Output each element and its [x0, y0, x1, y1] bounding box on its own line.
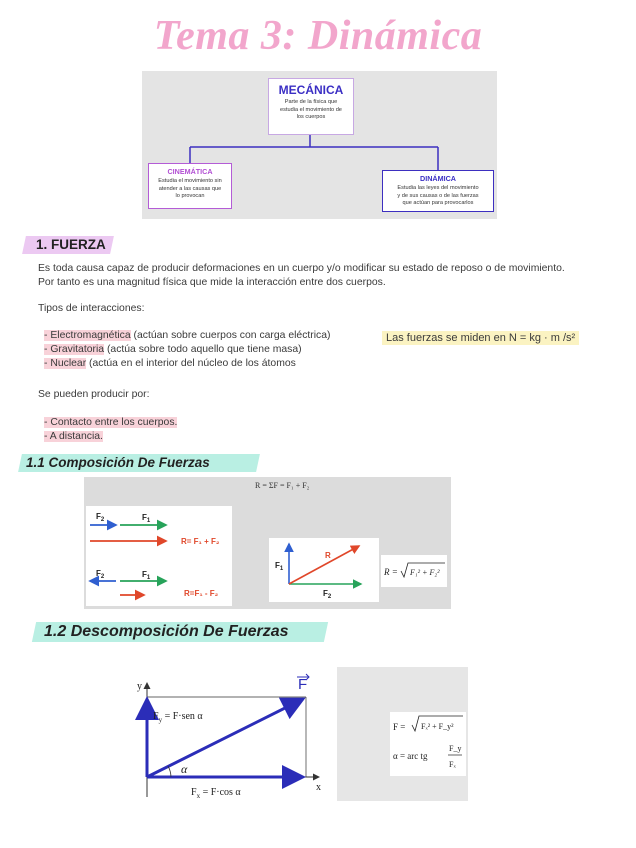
resultant-sum-formula: R = ΣF = F₁ + F₂ [255, 481, 310, 490]
modulus-lhs: F = [393, 722, 406, 732]
force-label: F [298, 676, 308, 693]
type-item [44, 357, 296, 371]
node-mecanica-desc [269, 99, 353, 122]
f1-label: $F_1$ [142, 513, 151, 524]
desc-line: lo provocan [175, 193, 205, 199]
collinear-forces-panel [86, 506, 232, 606]
diff-label: R=F₁ - F₂ [184, 589, 219, 598]
mode-item [44, 430, 103, 444]
desc-line: y de sus causas o de las fuerzas [397, 192, 479, 199]
mechanics-diagram [142, 71, 497, 219]
desc-line: Estudia las leyes del movimiento [397, 185, 479, 191]
desc-line: estudia el movimiento de [280, 106, 342, 113]
angle-numerator: F_y [449, 744, 462, 753]
formula-lhs: R = [384, 567, 398, 577]
node-mecanica [268, 78, 354, 135]
f1-label: $F_1$ [142, 570, 151, 581]
types-label: Tipos de interacciones: [38, 303, 145, 314]
sum-label: R= F₁ + F₂ [181, 537, 220, 546]
collinear-forces-svg [86, 506, 232, 606]
section-1-heading: 1. FUERZA [36, 237, 106, 252]
units-note: Las fuerzas se miden en N = kg · m /s² [382, 331, 579, 345]
resultant-magnitude-formula [381, 555, 447, 587]
node-dinamica-title: DINÁMICA [420, 174, 456, 183]
type-name: - Gravitatoria [44, 344, 105, 355]
angle-lhs: α = arc tg [393, 751, 428, 761]
perpendicular-forces-svg [269, 538, 379, 602]
type-desc: (actúan sobre cuerpos con carga eléctrica) [130, 330, 331, 341]
type-desc: (actúa en el interior del núcleo de los átomos [86, 358, 296, 369]
type-item [44, 343, 302, 357]
mode-text: - A distancia. [44, 431, 103, 442]
mode-text: - Contacto entre los cuerpos. [44, 417, 178, 428]
node-dinamica [382, 170, 494, 212]
section-2-heading: 1.1 Composición De Fuerzas [26, 455, 210, 470]
fy-label: $F_y = F\cdot sen$ α [153, 711, 203, 724]
type-name: - Electromagnética [44, 330, 131, 341]
resultant-label: R [325, 551, 331, 560]
resultant-vector [289, 546, 359, 584]
type-name: - Nuclear [44, 358, 87, 369]
definition-line-2: Por tanto es una magnitud física que mide la interacción entre dos cuerpos. [38, 277, 386, 288]
angle-arc [168, 766, 171, 777]
definition-line-1: Es toda causa capaz de producir deformaciones en un cuerpo y/o modificar su estado de reposo o de movimiento. [38, 263, 565, 274]
type-item [44, 329, 330, 343]
f1-label: $F_1$ [275, 561, 284, 572]
f2-label: $F_2$ [96, 512, 105, 523]
modulus-inner: Fₓ² + F_y² [421, 722, 454, 731]
node-dinamica-desc [383, 185, 493, 208]
decomposition-formulas [390, 712, 466, 776]
desc-line: Parte de la física que [284, 99, 338, 105]
desc-line: Estudia el movimiento sin [158, 178, 222, 184]
f2-label: $F_2$ [96, 569, 105, 580]
y-axis-label: y [137, 681, 142, 692]
angle-denominator: Fₓ [449, 760, 456, 769]
desc-line: los cuerpos [296, 114, 326, 120]
x-axis-label: x [316, 782, 321, 793]
type-desc: (actúa sobre todo aquello que tiene masa) [104, 344, 302, 355]
decomposition-formulas-svg [390, 712, 466, 776]
node-mecanica-title: MECÁNICA [278, 83, 344, 97]
perpendicular-forces-panel [269, 538, 379, 602]
page-title: Tema 3: Dinámica [153, 13, 483, 59]
decomposition-figure [113, 667, 337, 801]
fx-label: $F_x = F\cdot\cos$ α [191, 787, 241, 800]
formula-inner: F₁² + F₂² [410, 568, 440, 577]
alpha-label: α [181, 762, 188, 776]
desc-line: atender a las causas que [158, 185, 222, 192]
node-cinematica-desc [149, 178, 231, 201]
decomposition-svg [113, 667, 337, 801]
mode-item [44, 416, 177, 430]
section-3-heading: 1.2 Descomposición De Fuerzas [44, 623, 289, 640]
desc-line: que actúan para provocarlos [402, 200, 474, 206]
node-cinematica [148, 163, 232, 209]
produced-label: Se pueden producir por: [38, 389, 150, 400]
magnitude-formula-svg [381, 555, 447, 587]
node-cinematica-title: CINEMÁTICA [167, 167, 213, 176]
f2-label: $F_2$ [323, 589, 332, 600]
